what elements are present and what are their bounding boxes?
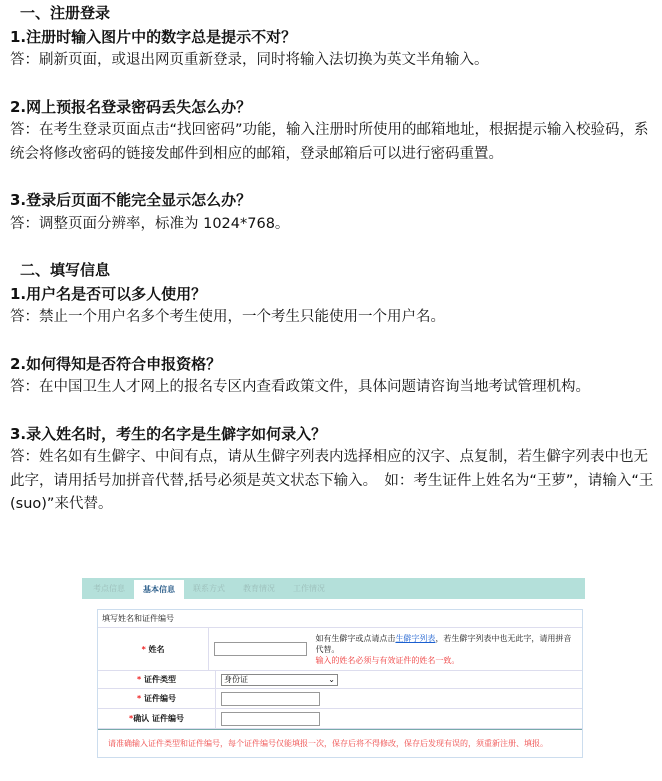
name-hint [312, 630, 582, 669]
tab-basic-info[interactable]: 基本信息 [134, 580, 184, 599]
section-title: 一、注册登录 [20, 4, 111, 22]
question: 1.用户名是否可以多人使用？ [10, 284, 207, 303]
idtype-label: 证件类型 [143, 675, 176, 684]
required-star: * [137, 675, 142, 684]
name-input[interactable] [214, 642, 307, 656]
hint-text: ，若生僻字列表中也无此字，请用拼音代替。 [315, 633, 572, 654]
registration-form-screenshot [82, 578, 585, 758]
question: 3.登录后页面不能完全显示怎么办？ [10, 191, 252, 209]
tab-work[interactable]: 工作情况 [293, 584, 325, 593]
answer: 答：在中国卫生人才网上的报名专区内查看政策文件，具体问题请咨询当地考试管理机构。 [10, 379, 590, 395]
tab-education[interactable]: 教育情况 [243, 584, 275, 593]
idtype-select[interactable] [221, 674, 338, 686]
question: 3.录入姓名时，考生的名字是生僻字如何录入？ [10, 424, 327, 443]
answer: 答：调整页面分辨率，标准为 1024*768。 [10, 215, 290, 232]
form-note: 请准确输入证件类型和证件编号，每个证件编号仅能填报一次，保存后将不得修改，保存后发现有误的，须重新注册、填报。 [98, 729, 582, 757]
answer: 答：在考生登录页面点击“找回密码”功能，输入注册时所使用的邮箱地址，根据提示输入校验码，系统会将修改密码的链接发邮件到相应的邮箱，登录邮箱后可以进行密码重置。 [10, 122, 649, 162]
tab-contact[interactable]: 联系方式 [193, 584, 225, 593]
tab-exam-site[interactable]: 考点信息 [93, 584, 125, 593]
hint-text: 如有生僻字或点请点击 [315, 633, 396, 643]
name-warning: 输入的姓名必须与有效证件的姓名一致。 [315, 655, 460, 665]
rare-char-list-link[interactable]: 生僻字列表 [395, 633, 436, 643]
confirm-idno-input[interactable] [221, 712, 320, 726]
idtype-value: 身份证 [224, 674, 248, 684]
chevron-down-icon: ⌄ [328, 674, 335, 684]
question: 2.网上预报名登录密码丢失怎么办？ [10, 97, 252, 116]
form-caption: 填写姓名和证件编号 [98, 610, 582, 628]
required-star: * [129, 714, 134, 723]
form-box [97, 609, 583, 758]
required-star: * [141, 644, 146, 654]
form-tabs [82, 578, 585, 599]
confirm-idno-label: 确认 证件编号 [133, 714, 184, 723]
answer: 答：刷新页面，或退出网页重新登录，同时将输入法切换为英文半角输入。 [10, 52, 489, 68]
idno-label: 证件编号 [143, 694, 176, 703]
idno-input[interactable] [221, 692, 320, 706]
answer: 答：姓名如有生僻字、中间有点，请从生僻字列表内选择相应的汉字、点复制，若生僻字列表中也无此字，请用括号加拼音代替,括号必须是英文状态下输入。 如：考生证件上姓名为“王萝”，请输入“王(suo)”来代替。 [10, 449, 654, 512]
section-title: 二、填写信息 [20, 261, 111, 279]
required-star: * [137, 694, 142, 703]
question: 1.注册时输入图片中的数字总是提示不对？ [10, 27, 297, 46]
name-label: 姓名 [148, 644, 165, 654]
answer: 答：禁止一个用户名多个考生使用，一个考生只能使用一个用户名。 [10, 309, 445, 325]
question: 2.如何得知是否符合申报资格？ [10, 354, 222, 373]
